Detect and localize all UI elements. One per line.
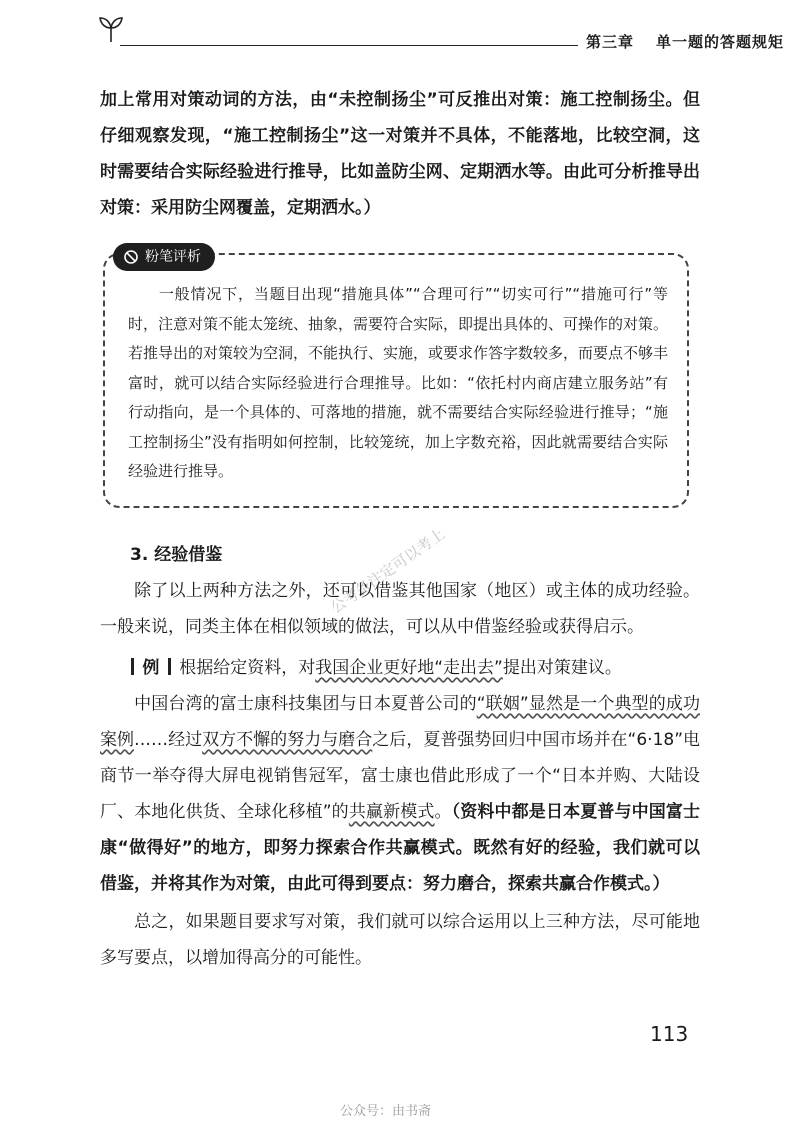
- material-effort: 双方不懈的努力与磨合: [202, 730, 373, 750]
- material-part-1: 中国台湾的富士康科技集团与日本夏普公司的: [134, 694, 477, 714]
- comment-body: 一般情况下，当题目出现“措施具体”“合理可行”“切实可行”“措施可行”等时，注意对策不能太笼统、抽象，需要符合实际，即提出具体的、可操作的对策。若推导出的对策较为空洞，不能执行、实施，或要求作答字数较多，而要点不够丰富时，就可以结合实际经验进行合理推导。比如：“依托村内商店建立服务站”有行动指向，是一个具体的、可落地的措施，就不需要结合实际经验进行推导；“施工控制扬尘”没有指明如何控制，比较笼统，加上字数充裕，因此就需要结合实际经验进行推导。: [128, 285, 669, 480]
- section-intro: [100, 573, 700, 645]
- sprout-icon: [96, 14, 126, 44]
- example-bar-right: [168, 658, 171, 675]
- example-question-suffix: 提出对策建议。: [502, 658, 622, 678]
- material-part-2: ……经过: [134, 730, 203, 750]
- comment-text: [128, 280, 668, 487]
- material-model: 共赢新模式: [348, 802, 435, 822]
- page-number: 113: [650, 1022, 689, 1046]
- example-question-underlined: 我国企业更好地“走出去”: [315, 658, 503, 678]
- material-part-3: 之后，夏普强势回归中国市场并在“6·18”电商节一举夺得大屏电视销售冠军，富士康也借此形成了一个“日本并购、大陆设厂、本地化供货、全球化移植”的: [100, 730, 701, 822]
- material-end: 。: [434, 802, 452, 822]
- example-label: 例: [142, 658, 160, 678]
- no-sign-icon: [123, 249, 139, 265]
- example-question-prefix: 根据给定资料，对: [179, 658, 316, 678]
- comment-tag: [113, 243, 215, 271]
- comment-tag-label: 粉笔评析: [145, 249, 201, 265]
- conclusion: [100, 904, 700, 976]
- footer-mark: 公众号：由书斋: [340, 1104, 432, 1119]
- conclusion-text: 总之，如果题目要求写对策，我们就可以综合运用以上三种方法，尽可能地多写要点，以增加得高分的可能性。: [100, 912, 700, 968]
- example-analysis: （资料中都是日本夏普与中国富士康“做得好”的地方，即努力探索合作共赢模式。既然有好的经验，我们就可以借鉴，并将其作为对策，由此可得到要点：努力磨合，探索共赢合作模式。）: [100, 802, 701, 894]
- header-rule: [120, 45, 578, 46]
- example-material: [100, 686, 700, 902]
- watermark: 公考备注定可以考上: [327, 524, 449, 618]
- section-intro-text: 除了以上两种方法之外，还可以借鉴其他国家（地区）或主体的成功经验。一般来说，同类主体在相似领域的做法，可以从中借鉴经验或获得启示。: [100, 581, 700, 637]
- chapter-number: 第三章: [586, 33, 635, 51]
- chapter-title: [586, 31, 784, 52]
- example-bar-left: [131, 658, 134, 675]
- material-lianyin: “联姻”显然是一个典型的成功案例: [100, 694, 700, 750]
- section-heading: 3. 经验借鉴: [130, 545, 223, 565]
- paragraph-continuation: 加上常用对策动词的方法，由“未控制扬尘”可反推出对策：施工控制扬尘。但仔细观察发现，“施工控制扬尘”这一对策并不具体，不能落地，比较空洞，这时需要结合实际经验进行推导，比如盖防尘网、定期洒水等。由此可分析推导出对策：采用防尘网覆盖，定期洒水。）: [100, 90, 700, 218]
- chapter-name: 单一题的答题规矩: [656, 33, 785, 51]
- example-question: [128, 650, 622, 686]
- page-header: [96, 14, 785, 51]
